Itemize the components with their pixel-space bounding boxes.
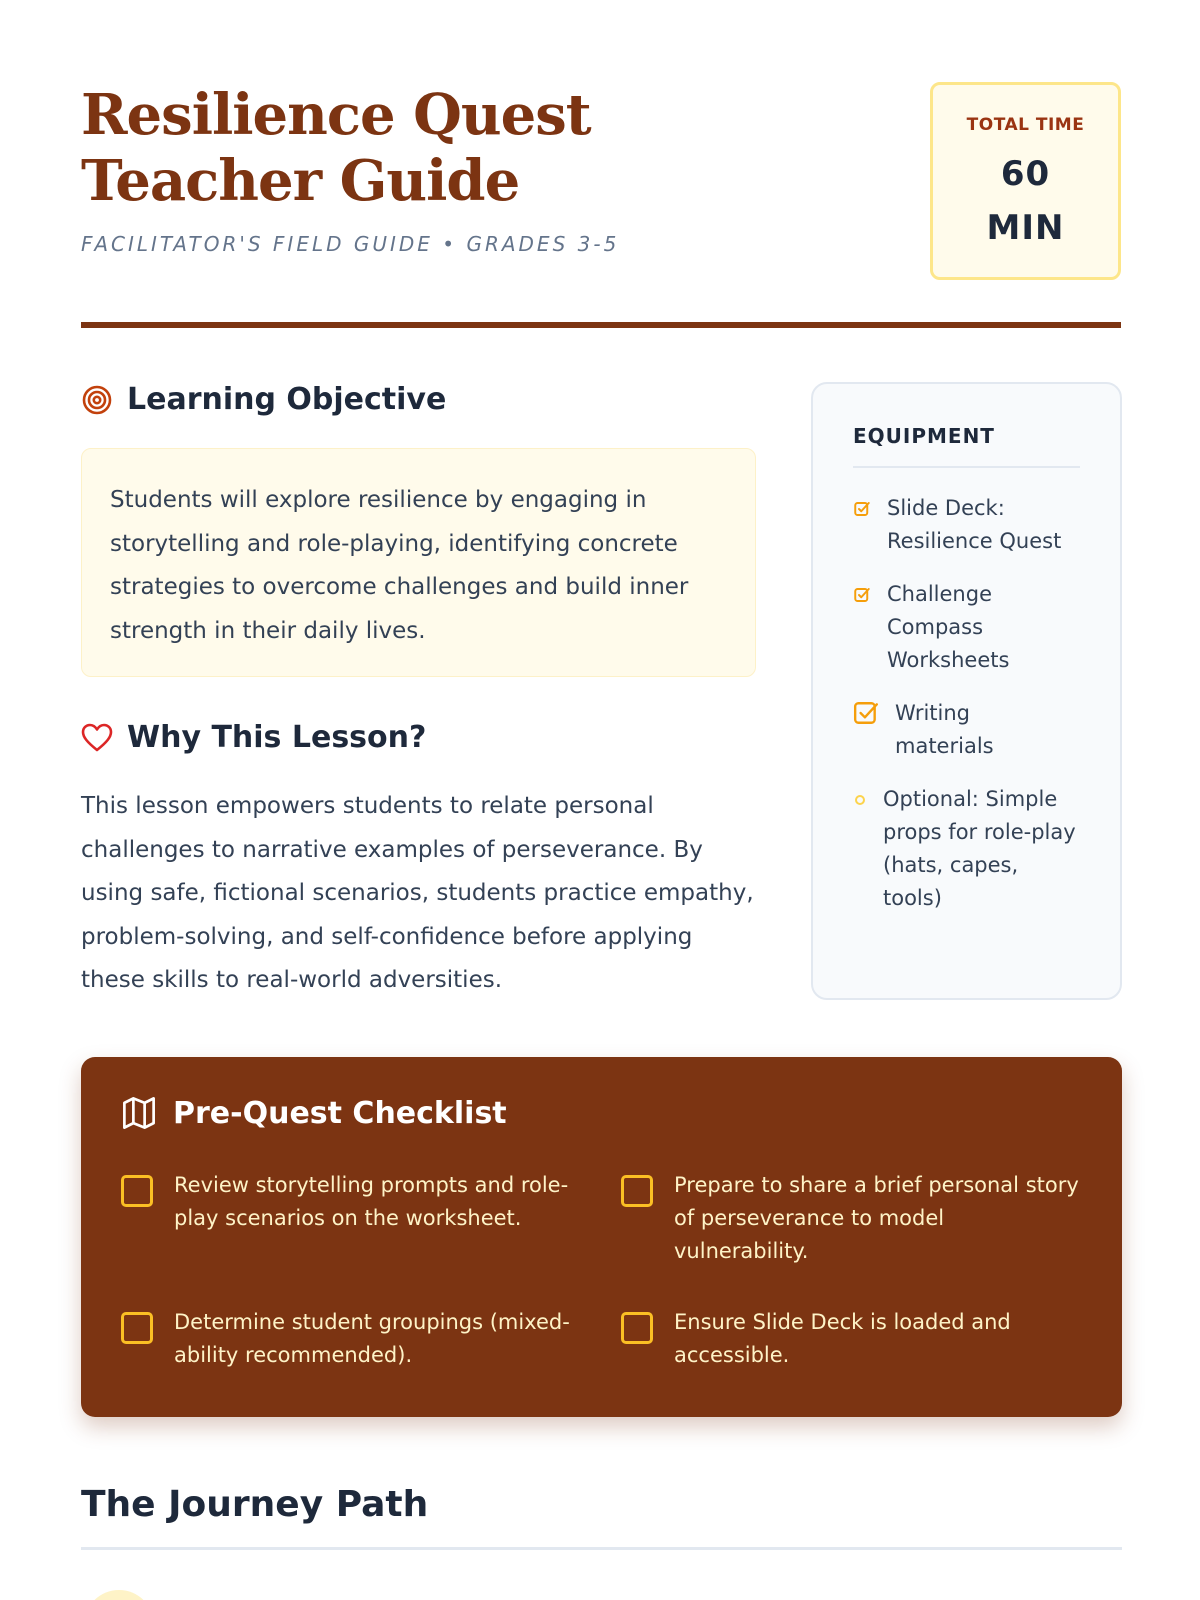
equipment-item-label: Optional: Simple props for role-play (hats, capes, tools) — [883, 787, 1076, 910]
checkbox-icon — [853, 700, 879, 726]
journey-path-heading: The Journey Path — [81, 1484, 429, 1525]
equipment-item — [853, 783, 1080, 915]
page-title: Resilience Quest Teacher Guide — [81, 82, 591, 214]
checklist-item[interactable] — [621, 1306, 1081, 1372]
why-lesson-heading — [81, 720, 426, 755]
total-time-badge — [930, 82, 1121, 280]
checklist-item-label: Determine student groupings (mixed-ability recommended). — [174, 1310, 570, 1367]
checklist-heading — [121, 1095, 1082, 1131]
learning-objective-title: Learning Objective — [127, 382, 447, 417]
total-time-unit: MIN — [986, 208, 1065, 248]
pre-quest-checklist — [81, 1057, 1122, 1417]
checkbox[interactable] — [121, 1175, 153, 1207]
page-subtitle: FACILITATOR'S FIELD GUIDE • GRADES 3-5 — [81, 232, 620, 256]
checklist-title: Pre-Quest Checklist — [173, 1095, 507, 1131]
checklist-item-label: Review storytelling prompts and role-play scenarios on the worksheet. — [174, 1173, 569, 1230]
learning-objective-heading — [81, 382, 446, 417]
checklist-grid — [121, 1169, 1081, 1372]
checkbox[interactable] — [621, 1312, 653, 1344]
journey-step-marker — [84, 1590, 154, 1600]
why-lesson-title: Why This Lesson? — [127, 720, 427, 755]
circle-icon — [855, 795, 865, 805]
page-header — [81, 82, 1121, 282]
equipment-item — [853, 697, 1080, 763]
checklist-item-label: Prepare to share a brief personal story of perseverance to model vulnerability. — [674, 1173, 1079, 1263]
equipment-item-label: Challenge Compass Worksheets — [887, 582, 1010, 672]
checkbox-icon — [853, 500, 871, 518]
heart-icon — [81, 722, 113, 754]
checklist-item[interactable] — [121, 1306, 621, 1372]
total-time-value — [933, 147, 1118, 255]
checkbox-icon — [853, 586, 871, 604]
journey-divider — [81, 1547, 1122, 1550]
map-icon — [121, 1095, 157, 1131]
equipment-title: EQUIPMENT — [853, 424, 1080, 468]
equipment-item — [853, 578, 1080, 677]
checklist-item[interactable] — [621, 1169, 1081, 1268]
checklist-item[interactable] — [121, 1169, 621, 1268]
target-icon — [81, 384, 113, 416]
equipment-panel — [811, 382, 1122, 1000]
learning-objective-box: Students will explore resilience by engaging in storytelling and role-playing, identifying concrete strategies to overcome challenges and build inner strength in their daily lives. — [81, 448, 756, 677]
checkbox[interactable] — [121, 1312, 153, 1344]
total-time-label: TOTAL TIME — [966, 115, 1085, 135]
checkbox[interactable] — [621, 1175, 653, 1207]
equipment-item — [853, 492, 1080, 558]
equipment-item-label: Writing materials — [895, 701, 994, 758]
header-divider — [81, 322, 1121, 328]
equipment-item-label: Slide Deck: Resilience Quest — [887, 496, 1062, 553]
checklist-item-label: Ensure Slide Deck is loaded and accessible. — [674, 1310, 1011, 1367]
total-time-number: 60 — [1000, 154, 1051, 194]
why-lesson-text: This lesson empowers students to relate personal challenges to narrative examples of perseverance. By using safe, fictional scenarios, students practice empathy, problem-solving, and self-confidence before applying these skills to real-world adversities. — [81, 793, 754, 993]
